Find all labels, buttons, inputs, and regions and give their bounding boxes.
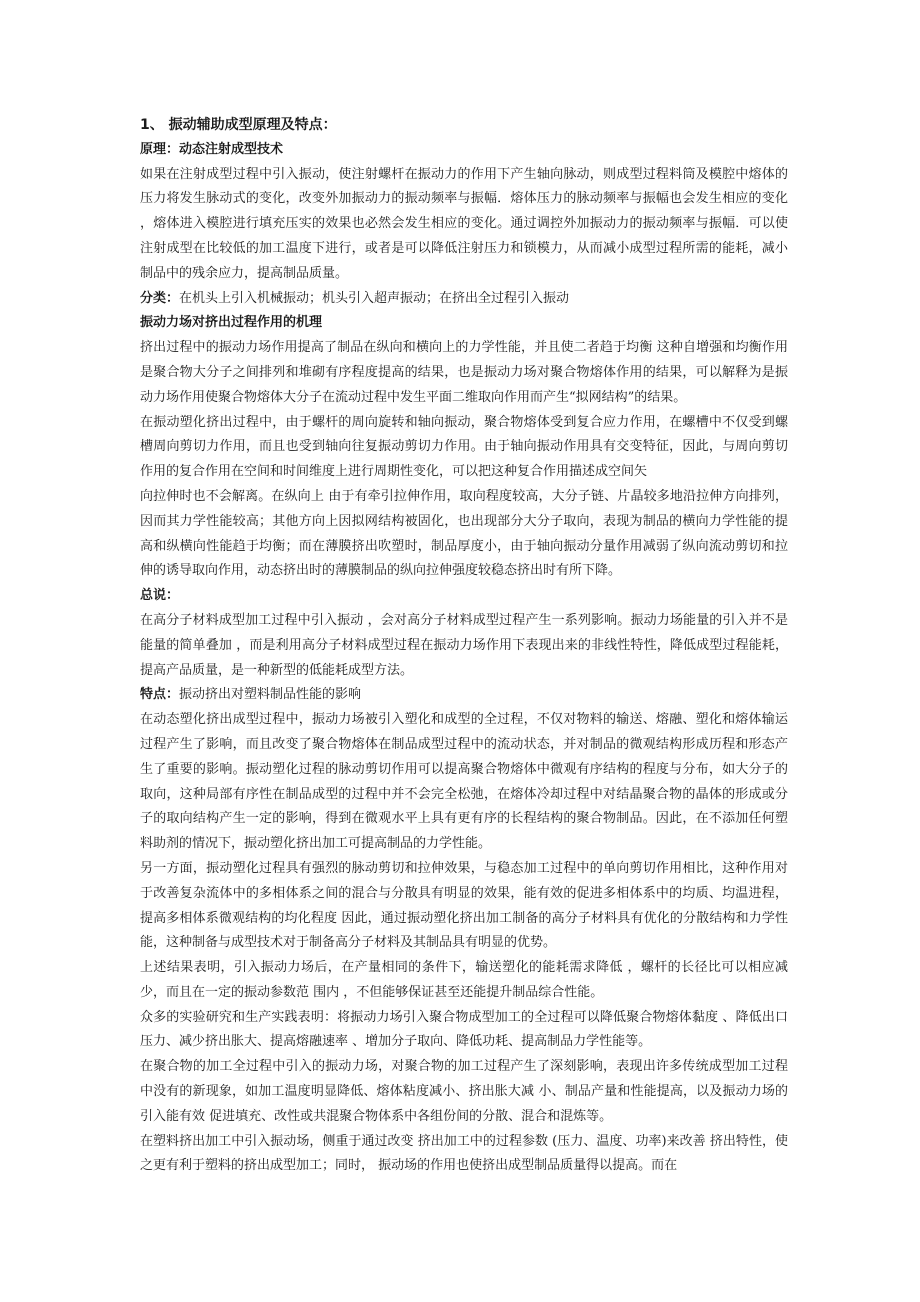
classification-line <box>140 287 788 312</box>
classification-label: 分类： <box>140 290 180 306</box>
paragraph-6: 另一方面，振动塑化过程具有强烈的脉动剪切和拉伸效果，与稳态加工过程中的单向剪切作用相比，这种作用对于改善复杂流体中的多相体系之间的混合与分散具有明显的效果，能有效的促进多相体系中的均质、均温进程，提高多相体系微观结构的均化程度 因此，通过振动塑化挤出加工制备的高分子材料具有优化的分散结构和力学性能，这种制备与成型技术对于制备高分子材料及其制品具有明显的优势。 <box>140 860 788 951</box>
paragraph-3a: 在振动塑化挤出过程中，由于螺杆的周向旋转和轴向振动，聚合物熔体受到复合应力作用，在螺槽中不仅受到螺槽周向剪切力作用，而且也受到轴向往复振动剪切力作用。由于轴向振动作用具有交变特征，因此，与周向剪切作用的复合作用在空间和时间维度上进行周期性变化，可以把这种复合作用描述成空间矢 <box>140 414 788 480</box>
paragraph-9: 在聚合物的加工全过程中引入的振动力场，对聚合物的加工过程产生了深刻影响，表现出许多传统成型加工过程 中没有的新现象，如加工温度明显降低、熔体粘度减小、挤出胀大减 小、制品产量和性能提高，以及振动力场的引入能有效 促进填充、改性或共混聚合物体系中各组份间的分散、混合和混炼等。 <box>140 1059 788 1124</box>
paragraph-5: 在动态塑化挤出成型过程中，振动力场被引入塑化和成型的全过程，不仅对物料的输送、熔融、塑化和熔体输运过程产生了影响，而且改变了聚合物熔体在制品成型过程中的流动状态，并对制品的微观结构形成历程和形态产生了重要的影响。振动塑化过程的脉动剪切作用可以提高聚合物熔体中微观有序结构的程度与分布，如大分子的取向，这种局部有序性在制品成型的过程中并不会完全松弛，在熔体冷却过程中对结晶聚合物的晶体的形成或分子的取向结构产生一定的影响，得到在微观水平上具有更有序的长程结构的聚合物制品。因此，在不添加任何塑料助剂的情况下，振动塑化挤出加工可提高制品的力学性能。 <box>140 712 788 852</box>
principle-label: 原理： <box>140 141 180 157</box>
mechanism-heading: 振动力场对挤出过程作用的机理 <box>140 315 323 331</box>
paragraph-3b: 向拉伸时也不会解离。在纵向上 由于有牵引拉伸作用，取向程度较高，大分子链、片晶较多地沿拉伸方向排列，因而其力学性能较高；其他方向上因拟网结构被固化，也出现部分大分子取向，表现为制品的横向力学性能的提高和纵横向性能趋于均衡；而在薄膜挤出吹塑时，制品厚度小，由于轴向振动分量作用减弱了纵向流动剪切和拉伸的诱导取向作用，动态挤出时的薄膜制品的纵向拉伸强度较稳态挤出时有所下降。 <box>140 488 788 579</box>
principle-line <box>140 138 788 163</box>
feature-value: 振动挤出对塑料制品性能的影响 <box>179 687 362 703</box>
classification-value: 在机头上引入机械振动；机头引入超声振动；在挤出全过程引入振动 <box>179 290 570 306</box>
paragraph-1: 如果在注射成型过程中引入振动，使注射螺杆在振动力的作用下产生轴向脉动，则成型过程料筒及模腔中熔体的压力将发生脉动式的变化，改变外加振动力的振动频率与振幅．熔体压力的脉动频率与振幅也会发生相应的变化 ，熔体进入模腔进行填充压实的效果也必然会发生相应的变化。通过调控外加振动力的振动频率与振幅．可以使注射成型在比较低的加工温度下进行，或者是可以降低注射压力和锁模力，从而减小成型过程所需的能耗，减小制品中的残余应力，提高制品质量。 <box>140 166 788 281</box>
paragraph-8: 众多的实验研究和生产实践表明：将振动力场引入聚合物成型加工的全过程可以降低聚合物熔体黏度 、降低出口压力、减少挤出胀大、提高熔融速率 、增加分子取向、降低功耗、提高制品力学性能等。 <box>140 1009 788 1050</box>
feature-label: 特点： <box>140 687 180 703</box>
feature-line <box>140 683 788 708</box>
principle-value: 动态注射成型技术 <box>179 141 284 157</box>
paragraph-4: 在高分子材料成型加工过程中引入振动 ，会对高分子材料成型过程产生一系列影响。振动力场能量的引入并不是能量的简单叠加 ，而是利用高分子材料成型过程在振动力场作用下表现出来的非线性特性，降低成型过程能耗，提高产品质量，是一种新型的低能耗成型方法。 <box>140 612 788 678</box>
paragraph-2: 挤出过程中的振动力场作用提高了制品在纵向和横向上的力学性能，并且使二者趋于均衡 这种自增强和均衡作用是聚合物大分子之间排列和堆砌有序程度提高的结果，也是振动力场对聚合物熔体作用的结果，可以解释为是振动力场作用使聚合物熔体大分子在流动过程中发生平面二维取向作用而产生“拟网结构”的结果。 <box>140 340 788 405</box>
paragraph-7: 上述结果表明，引入振动力场后，在产量相同的条件下，输送塑化的能耗需求降低 ，螺杆的长径比可以相应减少，而且在一定的振动参数范 围内 ，不但能够保证甚至还能提升制品综合性能。 <box>140 960 788 1000</box>
document-body <box>140 113 788 1179</box>
section-heading: 1、 振动辅助成型原理及特点： <box>140 117 337 133</box>
paragraph-10: 在塑料挤出加工中引入振动场，侧重于通过改变 挤出加工中的过程参数 (压力、温度、功率)来改善 挤出特性，使之更有利于塑料的挤出成型加工；同时， 振动场的作用也使挤出成型制品质量得以提高。而在 <box>140 1133 788 1174</box>
summary-label: 总说： <box>140 588 180 604</box>
